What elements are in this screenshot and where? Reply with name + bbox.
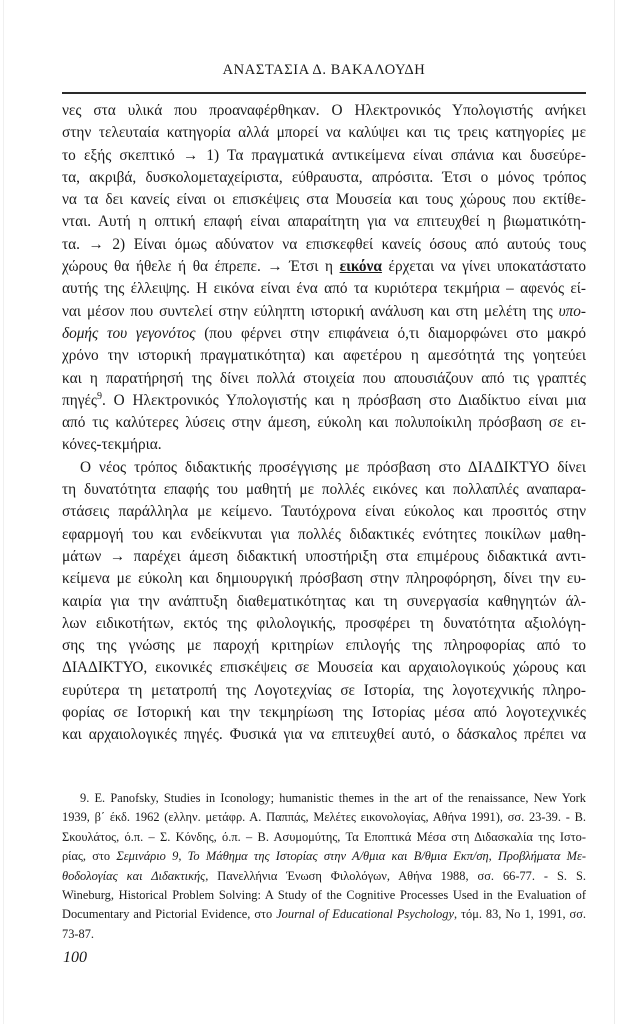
- body-line: ναι μέσον που συντελεί στην εύληπτη ιστορική ανάλυση και στη μελέτη της υπο-: [62, 302, 586, 320]
- header-rule: [62, 92, 586, 94]
- body-line: αυτής της έλλειψης. Η εικόνα είναι ένα από τα κυριότερα τεκμήρια – αφενός εί-: [62, 280, 586, 298]
- body-line: και η παρατήρησή της δίνει πολλά στοιχεία που απουσιάζουν από τις γραπτές: [62, 369, 586, 387]
- body-line: φορίας σε Ιστορική και την τεκμηρίωση της Ιστορίας μέσα από λογοτεχνικές: [62, 704, 586, 722]
- body-line: ΔΙΑΔΙΚΤΥΟ, εικονικές επισκέψεις σε Μουσεία και αρχαιολογικούς χώρους και: [62, 659, 586, 677]
- body-line: στάσεις παράλληλα με κείμενο. Ταυτόχρονα είναι εύκολος και προσιτός στην: [62, 503, 586, 521]
- emphasized-word: εικόνα: [339, 258, 382, 276]
- body-line: χώρους θα ήθελε ή θα έπρεπε. → Έτσι η εικόνα έρχεται να γίνει υποκατάστατο: [62, 258, 586, 276]
- footnote-line: 73-87.: [62, 926, 95, 941]
- body-line: δομής του γεγονότος (που φέρνει στην επιφάνεια ό,τι διαμορφώνει στο μακρό: [62, 324, 586, 342]
- footnote-section: [62, 789, 586, 944]
- body-line: πηγές$^9$. Ο Ηλεκτρονικός Υπολογιστής και η πρόσβαση στο Διαδίκτυο είναι μια: [62, 390, 586, 409]
- italic-title: θοδολογίας και Διδακτικής: [62, 868, 206, 883]
- paragraph-start-line: Ο νέος τρόπος διδακτικής προσέγγισης με πρόσβαση στο ΔΙΑΔΙΚΤΥΟ δίνει: [80, 458, 586, 476]
- italic-term: δομής του γεγονότος: [62, 324, 196, 342]
- body-line: τα. → 2) Είναι όμως αδύνατον να επισκεφθεί κανείς όσους από αυτούς τους: [62, 235, 586, 253]
- footnote-line: Wineburg, Historical Problem Solving: A Study of the Cognitive Processes Used in the Evaluation of: [62, 887, 586, 902]
- body-line: χρόνο την ιστορική πραγματικότητα) και αφετέρου η αμεσότητά της γοητεύει: [62, 347, 586, 365]
- italic-title: Σεμινάριο 9, Το Μάθημα της Ιστορίας στην Α/θμια και Β/θμια Εκπ/ση, Προβλήματα Με-: [116, 849, 587, 864]
- body-line: κόνες-τεκμήρια.: [62, 436, 162, 454]
- body-line: νες στα υλικά που προαναφέρθηκαν. Ο Ηλεκτρονικός Υπολογιστής ανήκει: [62, 102, 586, 119]
- body-line: εφαρμογή του και ενδείκνυται για πολλές διδακτικές ενότητες ποικίλων μαθη-: [62, 525, 586, 543]
- body-line: από τις καλύτερες λύσεις στην άμεση, εύκολη και πολυποίκιλη πρόσβαση σε ει-: [62, 414, 586, 432]
- body-line: ευρύτερα τη μετατροπή της Λογοτεχνίας σε Ιστορία, της λογοτεχνικής πληρο-: [62, 681, 586, 699]
- body-line: λων ειδικοτήτων, εκτός της φιλολογικής, προσφέρει τη δυνατότητα αξιολόγη-: [62, 614, 586, 632]
- body-line: καιρία για την ανάπτυξη διαθεματικότητας και τη συνεργασία καθηγητών άλ-: [62, 592, 586, 610]
- body-line: τη δυνατότητα επαφής του μαθητή με πολλές εικόνες και πολλαπλές αναπαρα-: [62, 481, 586, 499]
- italic-title: Journal of Educational Psychology: [276, 907, 454, 922]
- italic-term: υπο-: [558, 302, 586, 320]
- page-edge-right: [614, 0, 615, 1024]
- footnote-line: 1939, β΄ έκδ. 1962 (ελλην. μετάφρ. Α. Παππάς, Μελέτες εικονολογίας, Αθήνα 1991), σσ. 23-39. - Β.: [62, 810, 586, 825]
- footnote-reference[interactable]: 9: [96, 390, 102, 402]
- footnote-line: θοδολογίας και Διδακτικής, Πανελλήνια Ένωση Φιλολόγων, Αθήνα 1988, σσ. 66-77. - S. S.: [62, 868, 586, 883]
- page-number: 100: [63, 949, 87, 966]
- body-line: τα, ακριβά, δυσκολομεταχείριστα, εύθραυστα, απρόσιτα. Έτσι ο μόνος τρόπος: [62, 168, 586, 186]
- footnote-line: ρίας, στο Σεμινάριο 9, Το Μάθημα της Ιστορίας στην Α/θμια και Β/θμια Εκπ/ση, Προβλήματα Με-: [62, 849, 587, 864]
- body-line: στην τελευταία κατηγορία αλλά μπορεί να καλύψει και τις τρεις κατηγορίες με: [62, 124, 586, 142]
- body-line: να τα δει κανείς είναι οι επισκέψεις στα Μουσεία και τους χώρους που εκτίθε-: [62, 191, 586, 209]
- body-line: νται. Αυτή η οπτική επαφή είναι απαραίτητη για να επιτευχθεί η βιωματικότη-: [62, 213, 586, 231]
- body-line: το εξής σκεπτικό → 1) Τα πραγματικά αντικείμενα είναι σπάνια και δυσεύρε-: [62, 146, 586, 164]
- body-line: σης της γνώσης με παροχή κριτηρίων επιλογής της πληροφορίας από το: [62, 637, 586, 655]
- footnote-line: Documentary and Pictorial Evidence, στο Journal of Educational Psychology, τόμ. 83, No 1, 1991, σσ.: [62, 907, 587, 922]
- footnote-line: 9. E. Panofsky, Studies in Iconology; humanistic themes in the art of the renaissance, New York: [80, 791, 586, 805]
- running-head: ΑΝΑΣΤΑΣΙΑ Δ. ΒΑΚΑΛΟΥΔΗ: [222, 62, 426, 78]
- body-text: [62, 100, 586, 747]
- footnote-line: Σκουλάτος, ό.π. – Σ. Κόνδης, ό.π. – Β. Ασυμομύτης, Τα Εποπτικά Μέσα στη Διδασκαλία της Ιστο-: [62, 829, 586, 844]
- body-line: κείμενα με εύκολη και δημιουργική πρόσβαση στην πληροφόρηση, δίνει την ευ-: [62, 570, 586, 588]
- body-line: και αρχαιολογικές πηγές. Φυσικά για να επιτευχθεί αυτό, ο δάσκαλος πρέπει να: [62, 726, 586, 744]
- body-line: μάτων → παρέχει άμεση διδακτική υποστήριξη στα επιμέρους διδακτικά αντι-: [62, 547, 586, 565]
- page-edge-left: [3, 0, 4, 1024]
